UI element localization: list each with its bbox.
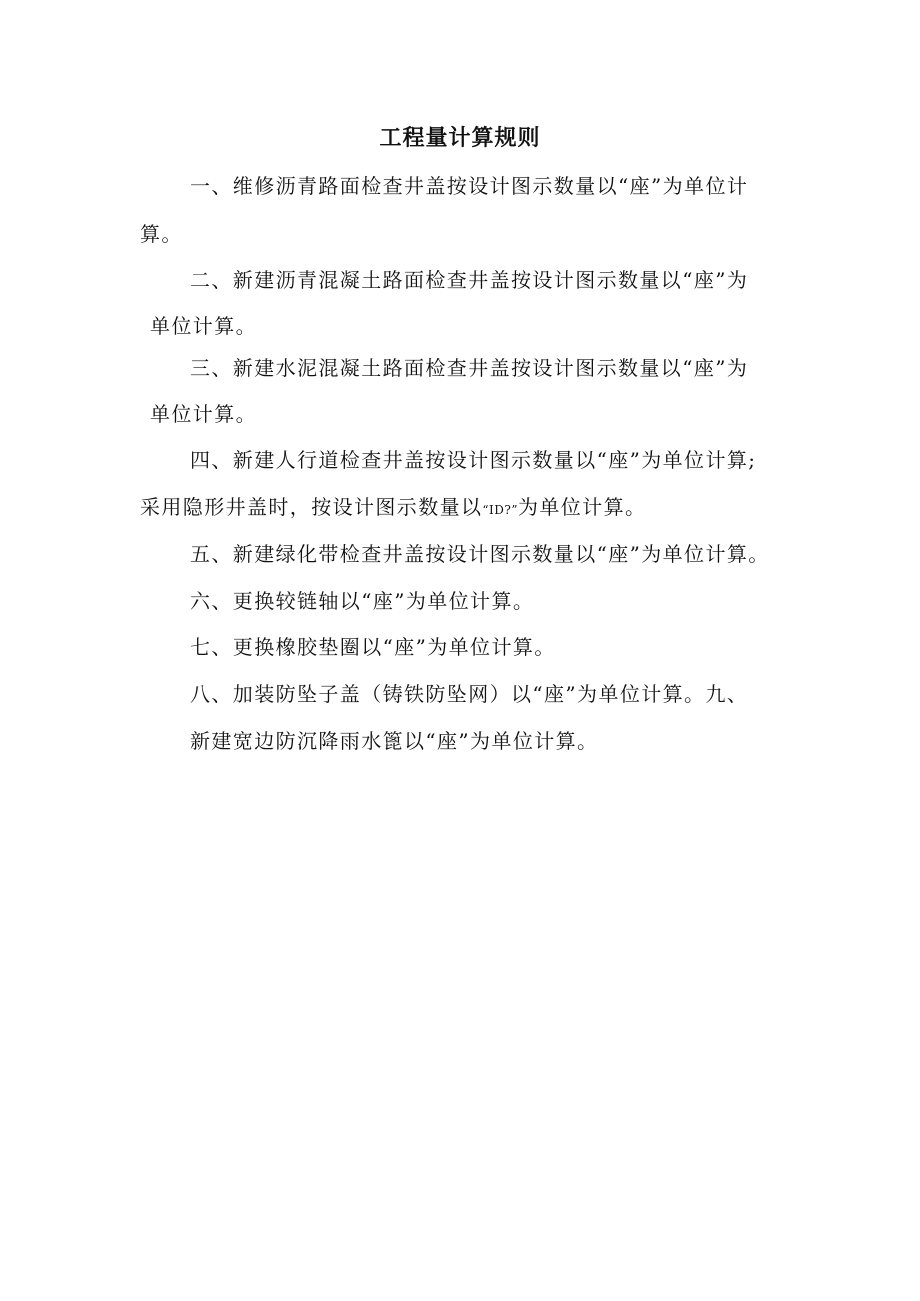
- rule-4-line-2: [140, 492, 646, 525]
- rule-3-line-1: 三、新建水泥混凝土路面检查井盖按设计图示数量以“座”为: [190, 356, 749, 380]
- rule-6-line-1: 六、更换较链轴以“座”为单位计算。: [190, 589, 535, 613]
- rule-3-line-2: 单位计算。: [150, 402, 257, 426]
- rule-4-unit-placeholder: “ID?”: [482, 503, 518, 517]
- rule-7-line-1: 七、更换橡胶垫圈以“座”为单位计算。: [190, 635, 556, 659]
- document-title: 工程量计算规则: [379, 126, 541, 151]
- rule-4-line-2-text-c: 为单位计算。: [517, 495, 647, 519]
- rule-1-line-2: 算。: [140, 222, 183, 246]
- rule-1-line-1: 一、维修沥青路面检查井盖按设计图示数量以“座”为单位计: [190, 174, 749, 198]
- rule-2-line-1: 二、新建沥青混凝土路面检查井盖按设计图示数量以“座”为: [190, 268, 749, 292]
- rule-9-line-1: 新建宽边防沉降雨水篦以“座”为单位计算。: [190, 729, 599, 753]
- rule-4-line-2-text-a: 采用隐形井盖时，按设计图示数量以: [140, 495, 483, 519]
- rule-8-line-1: 八、加装防坠子盖（铸铁防坠网）以“座”为单位计算。九、: [190, 682, 749, 706]
- rule-4-line-1: 四、新建人行道检查井盖按设计图示数量以“座”为单位计算;: [190, 448, 757, 472]
- rule-5-line-1: 五、新建绿化带检查井盖按设计图示数量以“座”为单位计算。: [190, 542, 770, 566]
- rule-2-line-2: 单位计算。: [150, 314, 257, 338]
